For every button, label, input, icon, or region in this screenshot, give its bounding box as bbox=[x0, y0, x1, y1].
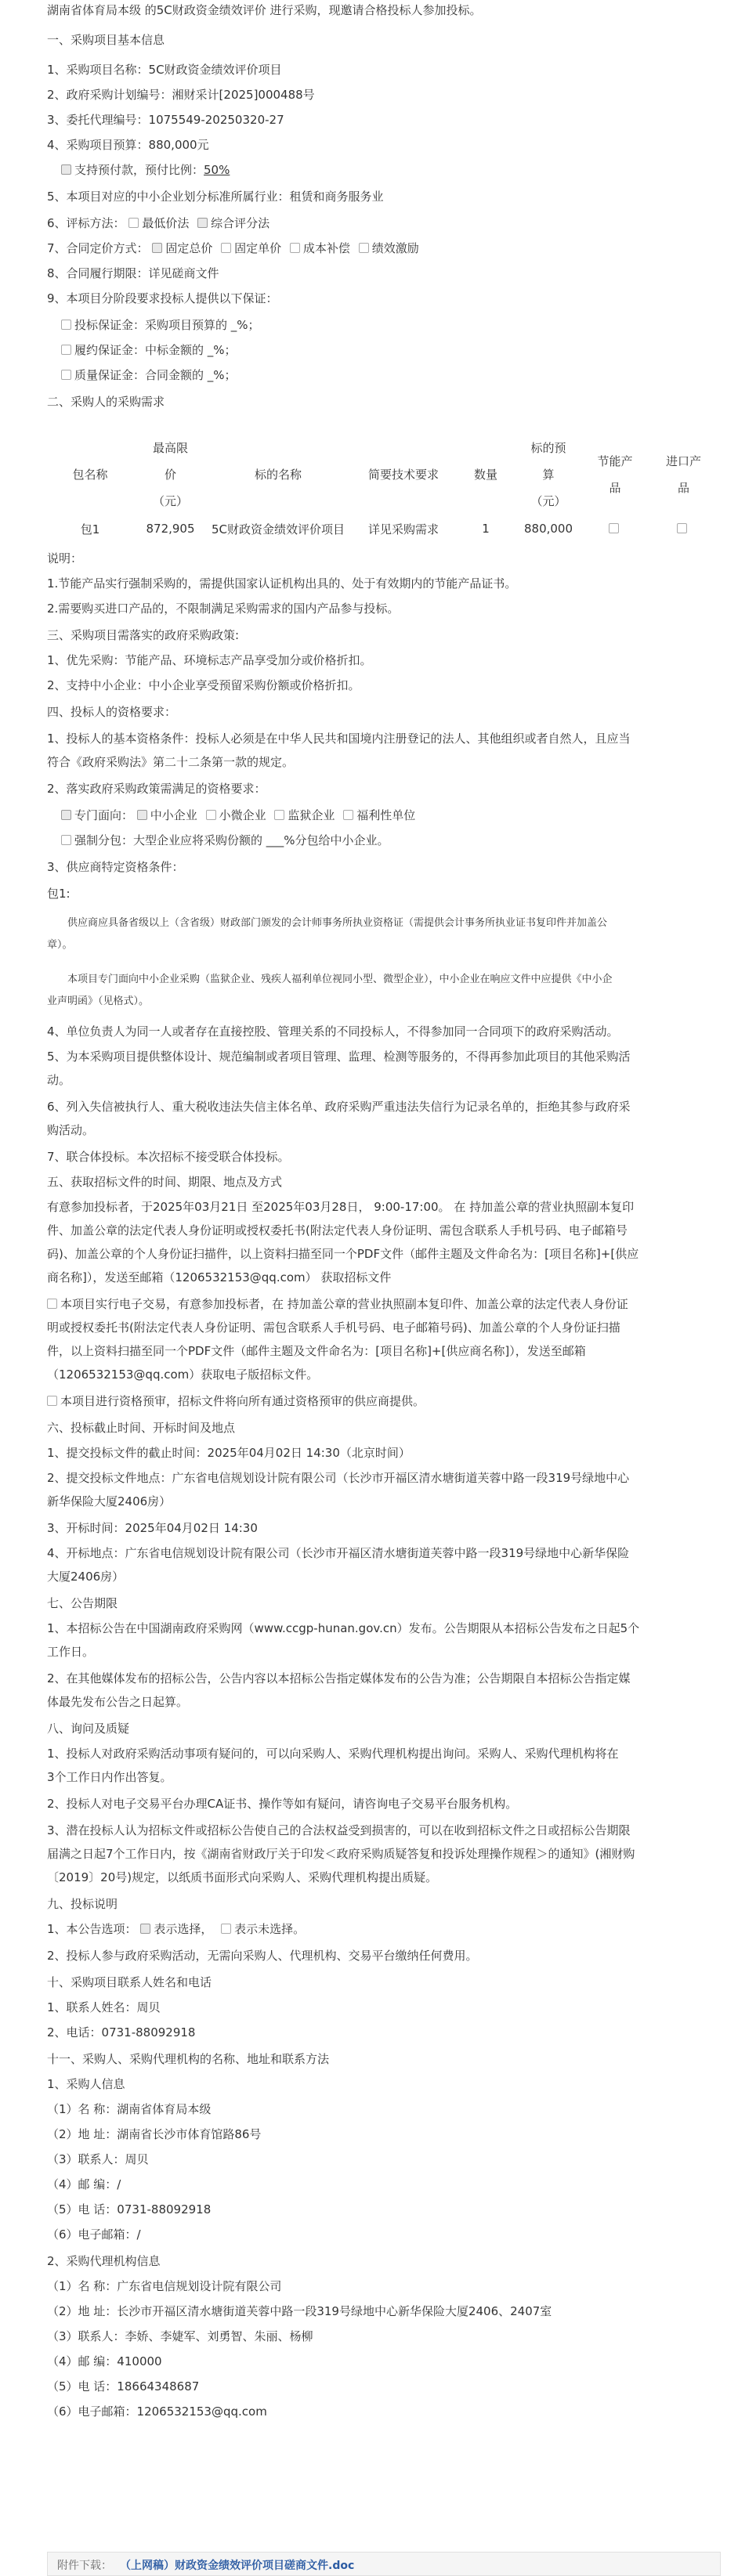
legend-selected-checkbox bbox=[140, 1924, 150, 1934]
cell-quantity: 1 bbox=[482, 522, 490, 536]
prison-label: 监狱企业 bbox=[288, 808, 335, 822]
section-3-title: 三、采购项目需落实的政府采购政策: bbox=[47, 628, 240, 642]
section-7-title: 七、公告期限 bbox=[47, 1596, 118, 1610]
notes-title: 说明： bbox=[47, 551, 83, 565]
col-energy-l1: 节能产 bbox=[597, 454, 633, 468]
prepayment-checkbox[interactable] bbox=[61, 164, 71, 175]
attachment-bar bbox=[47, 2552, 721, 2576]
sme-label: 中小企业 bbox=[150, 808, 197, 822]
rule-4: 4、单位负责人为同一人或者存在直接控股、管理关系的不同投标人，不得参加同一合同项下的政府采购活动。 bbox=[47, 1024, 619, 1039]
qualification-1a: 供应商应具备省级以上（含省级）财政部门颁发的会计师事务所执业资格证（需提供会计事务所执业证书复印件并加盖公 bbox=[67, 917, 608, 929]
acquire-p2: 件、加盖公章的法定代表人身份证明或授权委托书(附法定代表人身份证明、需包含联系人手机号码、电子邮箱号 bbox=[47, 1223, 628, 1237]
no-fee-line: 2、投标人参与政府采购活动，无需向采购人、代理机构、交易平台缴纳任何费用。 bbox=[47, 1949, 478, 1963]
pricing-method-line bbox=[47, 240, 721, 257]
buyer-email: （6）电子邮箱：/ bbox=[47, 2227, 141, 2242]
prepayment-ratio: 50% bbox=[204, 163, 230, 177]
table-header-row bbox=[47, 435, 721, 515]
welfare-checkbox[interactable] bbox=[343, 810, 353, 820]
opening-time: 3、开标时间：2025年04月02日 14:30 bbox=[47, 1521, 258, 1535]
section-9-title: 九、投标说明 bbox=[47, 1897, 118, 1911]
quality-guarantee-text: 质量保证金：合同金额的 _%； bbox=[74, 368, 237, 382]
col-max-price-l1: 最高限 bbox=[152, 441, 188, 455]
comprehensive-score-label: 综合评分法 bbox=[211, 216, 270, 230]
legend-unselected-text: 表示未选择。 bbox=[234, 1922, 306, 1936]
section-10-title: 十、采购项目联系人姓名和电话 bbox=[47, 1975, 212, 1989]
basic-qualification-b: 符合《政府采购法》第二十二条第一款的规定。 bbox=[47, 755, 295, 769]
col-budget bbox=[513, 435, 584, 515]
col-max-price-l2: 价 bbox=[164, 468, 176, 482]
submission-place-b: 新华保险大厦2406房） bbox=[47, 1494, 172, 1508]
forced-subcontract-line bbox=[61, 832, 735, 849]
acquire-p1: 有意参加投标者，于2025年03月21日 至2025年03月28日， 9:00-17:00。 在 持加盖公章的营业执照副本复印 bbox=[47, 1200, 635, 1214]
col-max-price bbox=[133, 435, 208, 515]
agent-contact: （3）联系人：李娇、李婕军、刘勇智、朱丽、杨柳 bbox=[47, 2329, 313, 2343]
performance-guarantee-checkbox[interactable] bbox=[61, 345, 71, 355]
dedicated-checkbox[interactable] bbox=[61, 810, 71, 820]
energy-saving-checkbox[interactable] bbox=[609, 523, 619, 533]
cell-energy-saving bbox=[584, 515, 646, 543]
qualification-1b: 章）。 bbox=[47, 939, 73, 951]
prepayment-line bbox=[61, 161, 735, 179]
agent-info-title: 2、采购代理机构信息 bbox=[47, 2254, 161, 2268]
buyer-address: （2）地 址：湖南省长沙市体育馆路86号 bbox=[47, 2127, 262, 2141]
bid-guarantee-checkbox[interactable] bbox=[61, 320, 71, 330]
package-1-label: 包1: bbox=[47, 887, 71, 901]
notice-period-2b: 体最先发布公告之日起算。 bbox=[47, 1695, 189, 1709]
legend-label: 1、本公告选项： bbox=[47, 1922, 137, 1936]
dedicated-line bbox=[61, 807, 735, 824]
qualification-2a: 本项目专门面向中小企业采购（监狱企业、残疾人福利单位视同小型、微型企业），中小企业在响应文件中应提供《中小企 bbox=[67, 974, 613, 985]
deadline: 1、提交投标文件的截止时间：2025年04月02日 14:30（北京时间） bbox=[47, 1446, 411, 1460]
col-budget-l1: 标的预 bbox=[530, 441, 566, 455]
agent-address: （2）地 址：长沙市开福区清水塘街道芙蓉中路一段319号绿地中心新华保险大厦2406、2407室 bbox=[47, 2304, 552, 2318]
note-1: 1.节能产品实行强制采购的，需提供国家认证机构出具的、处于有效期内的节能产品证书。 bbox=[47, 576, 517, 591]
fixed-total-checkbox[interactable] bbox=[152, 243, 162, 253]
section-2-title: 二、采购人的采购需求 bbox=[47, 395, 165, 409]
intro-line: 湖南省体育局本级 的5C财政资金绩效评价 进行采购，现邀请合格投标人参加投标。 bbox=[47, 3, 482, 17]
section-5-title: 五、获取招标文件的时间、期限、地点及方式 bbox=[47, 1175, 283, 1189]
col-import bbox=[646, 435, 721, 515]
cell-import bbox=[646, 515, 721, 543]
quality-guarantee-checkbox[interactable] bbox=[61, 370, 71, 380]
industry-line: 5、本项目对应的中小企业划分标准所属行业：租赁和商务服务业 bbox=[47, 190, 384, 204]
rule-5b: 动。 bbox=[47, 1073, 71, 1087]
rule-6a: 6、列入失信被执行人、重大税收违法失信主体名单、政府采购严重违法失信行为记录名单的，拒绝其参与政府采 bbox=[47, 1100, 631, 1114]
electronic-line-3: 件，以上资料扫描至同一个PDF文件（邮件主题及文件命名为：[项目名称]+[供应商名称]），发送至邮箱 bbox=[47, 1344, 586, 1358]
welfare-label: 福利性单位 bbox=[356, 808, 416, 822]
fixed-unit-checkbox[interactable] bbox=[221, 243, 231, 253]
attachment-label: 附件下载： bbox=[57, 2560, 112, 2572]
fixed-unit-label: 固定单价 bbox=[234, 241, 282, 255]
rule-6b: 购活动。 bbox=[47, 1123, 95, 1137]
policy-qualification: 2、落实政府采购政策需满足的资格要求： bbox=[47, 782, 266, 796]
specific-qualification: 3、供应商特定资格条件： bbox=[47, 860, 184, 874]
submission-place-a: 2、提交投标文件地点：广东省电信规划设计院有限公司（长沙市开福区清水塘街道芙蓉中路一段319号绿地中心 bbox=[47, 1471, 630, 1485]
electronic-line-4: （1206532153@qq.com）获取电子版招标文件。 bbox=[47, 1367, 319, 1382]
notice-period-2a: 2、在其他媒体发布的招标公告，公告内容以本招标公告指定媒体发布的公告为准；公告期限自本招标公告指定媒 bbox=[47, 1671, 631, 1685]
agent-name: （1）名 称：广东省电信规划设计院有限公司 bbox=[47, 2279, 282, 2293]
requirements-table bbox=[47, 435, 721, 543]
inquiry-3b: 届满之日起7个工作日内，按《湖南省财政厅关于印发＜政府采购质疑答复和投诉处理操作规程＞的通知》(湘财购 bbox=[47, 1847, 635, 1861]
inquiry-3c: 〔2019〕20号)规定，以纸质书面形式向采购人、采购代理机构提出质疑。 bbox=[47, 1870, 438, 1884]
agent-postcode: （4）邮 编：410000 bbox=[47, 2354, 162, 2368]
electronic-line-1 bbox=[47, 1295, 721, 1313]
guarantee-intro: 9、本项目分阶段要求投标人提供以下保证： bbox=[47, 291, 278, 305]
section-1-title: 一、采购项目基本信息 bbox=[47, 33, 165, 47]
section-8-title: 八、询问及质疑 bbox=[47, 1722, 130, 1736]
buyer-contact: （3）联系人：周贝 bbox=[47, 2152, 149, 2166]
performance-incentive-checkbox[interactable] bbox=[359, 243, 369, 253]
quality-guarantee-line bbox=[61, 367, 735, 384]
forced-subcontract-checkbox[interactable] bbox=[61, 835, 71, 845]
policy-2: 2、支持中小企业：中小企业享受预留采购份额或价格折扣。 bbox=[47, 678, 360, 692]
acquire-p3: 码)、加盖公章的个人身份证扫描件，以上资料扫描至同一个PDF文件（邮件主题及文件命名为：[项目名称]+[供应 bbox=[47, 1247, 639, 1261]
policy-1: 1、优先采购：节能产品、环境标志产品享受加分或价格折扣。 bbox=[47, 653, 372, 667]
buyer-name: （1）名 称：湖南省体育局本级 bbox=[47, 2102, 212, 2116]
inquiry-2: 2、投标人对电子交易平台办理CA证书、操作等如有疑问，请咨询电子交易平台服务机构。 bbox=[47, 1797, 518, 1811]
notice-period-1a: 1、本招标公告在中国湖南政府采购网（www.ccgp-hunan.gov.cn）发布。公告期限从本招标公告发布之日起5个 bbox=[47, 1621, 640, 1635]
acquire-p4: 商名称]），发送至邮箱（1206532153@qq.com） 获取招标文件 bbox=[47, 1270, 392, 1284]
micro-label: 小微企业 bbox=[219, 808, 266, 822]
note-2: 2.需要购买进口产品的，不限制满足采购需求的国内产品参与投标。 bbox=[47, 602, 400, 616]
col-quantity: 数量 bbox=[473, 468, 497, 482]
project-name: 1、采购项目名称：5C财政资金绩效评价项目 bbox=[47, 63, 282, 77]
contact-name: 1、联系人姓名：周贝 bbox=[47, 2000, 161, 2014]
cell-budget: 880,000 bbox=[523, 522, 573, 536]
buyer-info-title: 1、采购人信息 bbox=[47, 2077, 125, 2091]
section-11-title: 十一、采购人、采购代理机构的名称、地址和联系方法 bbox=[47, 2052, 330, 2066]
prequalification-checkbox[interactable] bbox=[47, 1396, 57, 1406]
evaluation-method-label: 6、评标方法： bbox=[47, 216, 125, 230]
cost-compensation-checkbox[interactable] bbox=[290, 243, 300, 253]
lowest-price-checkbox[interactable] bbox=[128, 218, 139, 228]
cell-item-name: 5C财政资金绩效评价项目 bbox=[211, 522, 345, 537]
comprehensive-score-checkbox[interactable] bbox=[197, 218, 208, 228]
buyer-postcode: （4）邮 编：/ bbox=[47, 2177, 121, 2191]
plan-number: 2、政府采购计划编号：湘财采计[2025]000488号 bbox=[47, 88, 315, 102]
electronic-text-1: 本项目实行电子交易，有意参加投标者，在 持加盖公章的营业执照副本复印件、加盖公章的法定代表人身份证 bbox=[60, 1297, 628, 1311]
cell-requirements: 详见采购需求 bbox=[367, 522, 439, 537]
col-budget-l2: 算 bbox=[542, 468, 555, 482]
prepayment-text: 支持预付款，预付比例： bbox=[74, 163, 204, 177]
section-6-title: 六、投标截止时间、开标时间及地点 bbox=[47, 1421, 236, 1435]
col-import-l1: 进口产 bbox=[665, 454, 701, 468]
dedicated-label: 专门面向： bbox=[74, 808, 134, 822]
rule-5a: 5、为本采购项目提供整体设计、规范编制或者项目管理、监理、检测等服务的，不得再参加此项目的其他采购活 bbox=[47, 1050, 631, 1064]
col-item-name: 标的名称 bbox=[254, 468, 302, 482]
agent-phone: （5）电 话：18664348687 bbox=[47, 2379, 200, 2394]
electronic-checkbox[interactable] bbox=[47, 1299, 57, 1309]
contract-period: 8、合同履行期限：详见磋商文件 bbox=[47, 266, 219, 280]
bid-guarantee-text: 投标保证金：采购项目预算的 _%； bbox=[74, 318, 260, 332]
buyer-phone: （5）电 话：0731-88092918 bbox=[47, 2202, 212, 2217]
inquiry-3a: 3、潜在投标人认为招标文件或招标公告使自己的合法权益受到损害的，可以在收到招标文件之日或招标公告期限 bbox=[47, 1823, 631, 1837]
micro-checkbox[interactable] bbox=[206, 810, 216, 820]
table-row bbox=[47, 515, 721, 543]
cost-compensation-label: 成本补偿 bbox=[302, 241, 350, 255]
prequalification-line bbox=[47, 1393, 721, 1410]
inquiry-1b: 3个工作日内作出答复。 bbox=[47, 1770, 172, 1784]
rule-7: 7、联合体投标。本次招标不接受联合体投标。 bbox=[47, 1150, 290, 1164]
sme-checkbox[interactable] bbox=[137, 810, 147, 820]
forced-subcontract-text: 强制分包：大型企业应将采购份额的 ___%分包给中小企业。 bbox=[74, 833, 389, 847]
agency-number: 3、委托代理编号：1075549-20250320-27 bbox=[47, 113, 284, 127]
opening-place-b: 大厦2406房） bbox=[47, 1570, 125, 1584]
col-energy-saving bbox=[584, 435, 646, 515]
col-import-l2: 品 bbox=[677, 481, 689, 495]
contact-phone: 2、电话：0731-88092918 bbox=[47, 2025, 196, 2039]
electronic-line-2: 明或授权委托书(附法定代表人身份证明、需包含联系人手机号码、电子邮箱号码)、加盖公章的个人身份证扫描 bbox=[47, 1321, 620, 1335]
legend-unselected-checkbox bbox=[221, 1924, 231, 1934]
project-budget: 4、采购项目预算：880,000元 bbox=[47, 138, 209, 152]
import-checkbox[interactable] bbox=[677, 523, 687, 533]
legend-line bbox=[47, 1920, 721, 1938]
col-package: 包名称 bbox=[72, 468, 108, 482]
col-requirements: 简要技术要求 bbox=[367, 468, 439, 482]
lowest-price-label: 最低价法 bbox=[142, 216, 190, 230]
fixed-total-label: 固定总价 bbox=[165, 241, 213, 255]
opening-place-a: 4、开标地点：广东省电信规划设计院有限公司（长沙市开福区清水塘街道芙蓉中路一段319号绿地中心新华保险 bbox=[47, 1546, 630, 1560]
performance-guarantee-text: 履约保证金：中标金额的 _%； bbox=[74, 343, 237, 357]
inquiry-1a: 1、投标人对政府采购活动事项有疑问的，可以向采购人、采购代理机构提出询问。采购人、采购代理机构将在 bbox=[47, 1747, 619, 1761]
section-4-title: 四、投标人的资格要求： bbox=[47, 705, 177, 719]
col-budget-l3: （元） bbox=[530, 494, 566, 508]
pricing-method-label: 7、合同定价方式： bbox=[47, 241, 149, 255]
agent-email: （6）电子邮箱：1206532153@qq.com bbox=[47, 2404, 267, 2419]
notice-period-1b: 工作日。 bbox=[47, 1645, 95, 1659]
cell-max-price: 872,905 bbox=[146, 522, 195, 536]
prison-checkbox[interactable] bbox=[274, 810, 284, 820]
basic-qualification-a: 1、投标人的基本资格条件：投标人必须是在中华人民共和国境内注册登记的法人、其他组织或者自然人，且应当 bbox=[47, 732, 631, 746]
performance-guarantee-line bbox=[61, 341, 735, 359]
bid-guarantee-line bbox=[61, 316, 735, 334]
performance-incentive-label: 绩效激励 bbox=[371, 241, 419, 255]
qualification-2b: 业声明函》（见格式）。 bbox=[47, 995, 150, 1007]
evaluation-method-line bbox=[47, 215, 721, 232]
prequalification-text: 本项目进行资格预审，招标文件将向所有通过资格预审的供应商提供。 bbox=[60, 1394, 425, 1408]
col-energy-l2: 品 bbox=[609, 481, 621, 495]
cell-package: 包1 bbox=[80, 522, 100, 537]
attachment-download-link[interactable]: （上网稿）财政资金绩效评价项目磋商文件.doc bbox=[120, 2560, 355, 2572]
legend-selected-text: 表示选择， bbox=[154, 1922, 213, 1936]
col-max-price-l3: （元） bbox=[152, 494, 188, 508]
